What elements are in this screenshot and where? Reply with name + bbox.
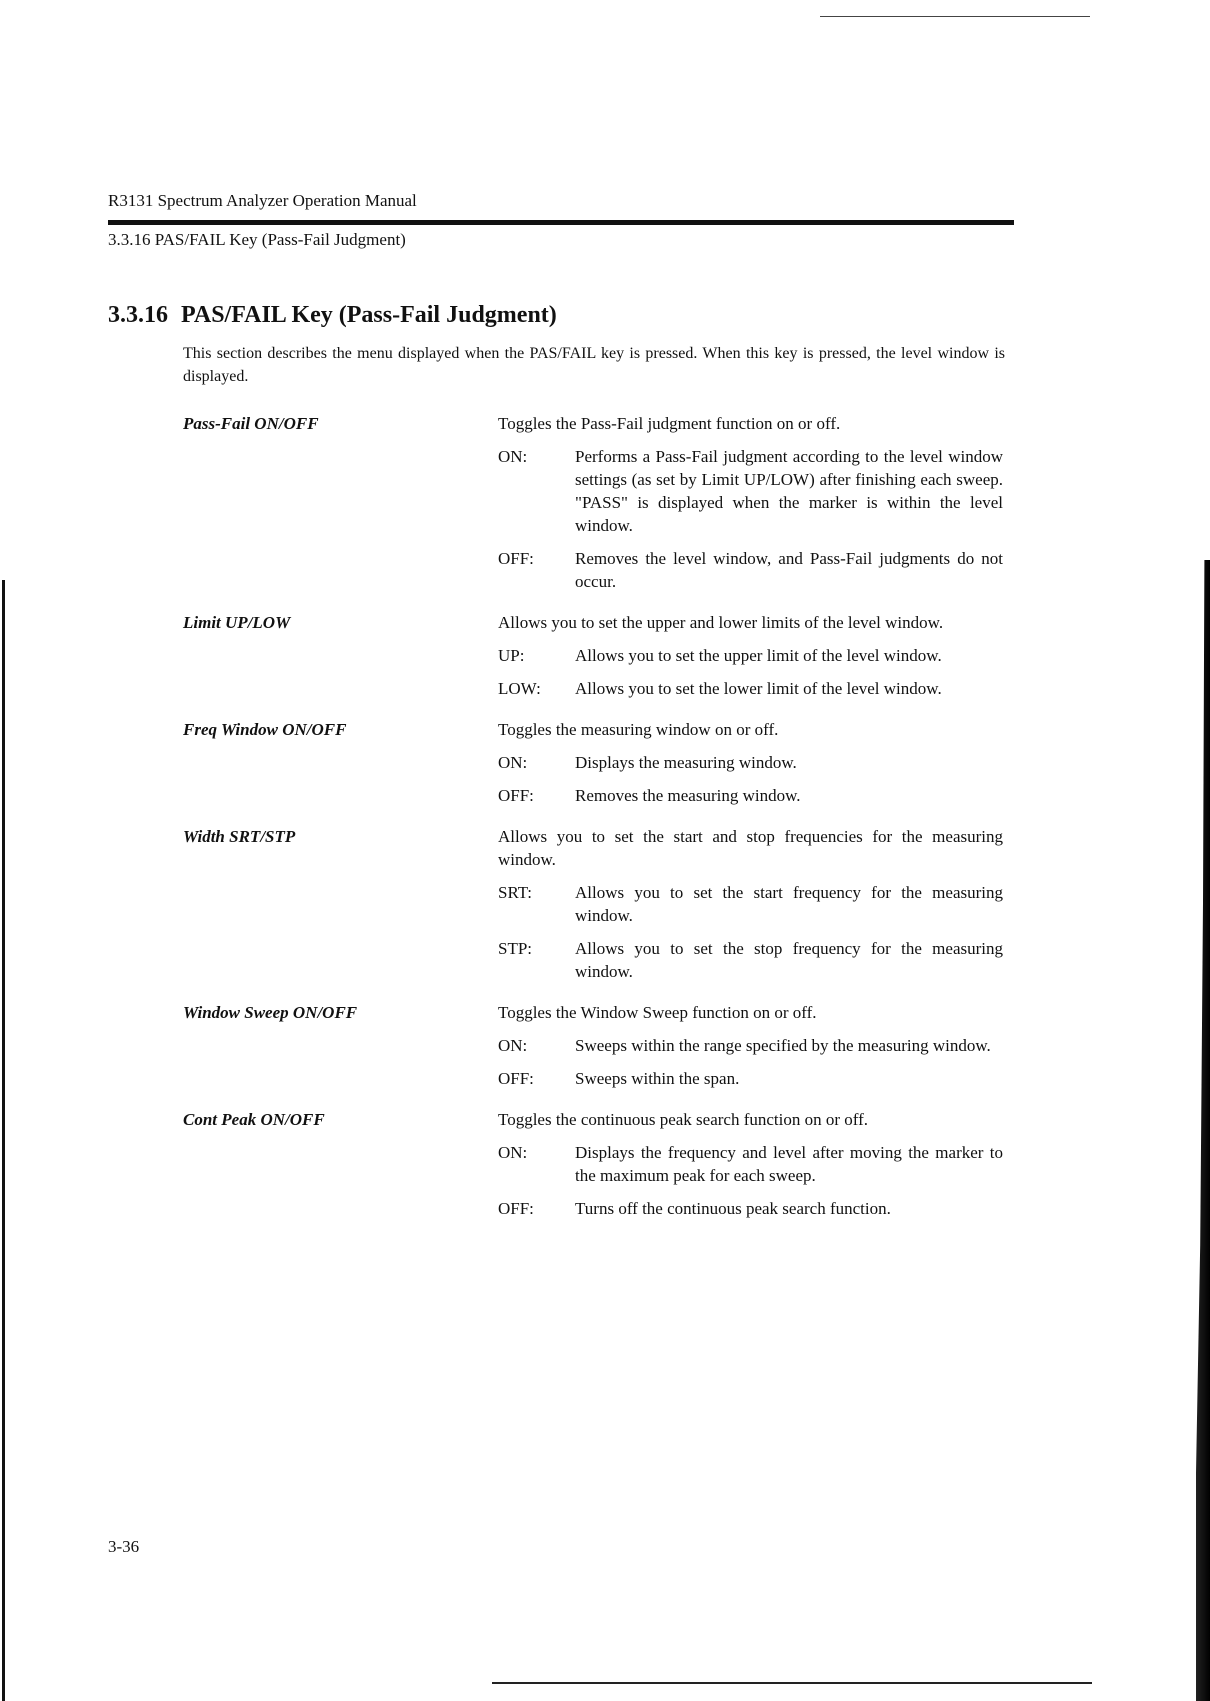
menu-description	[498, 611, 1003, 700]
menu-summary: Toggles the Window Sweep function on or off.	[498, 1003, 817, 1022]
option-key: OFF:	[498, 1199, 534, 1218]
option-key: ON:	[498, 753, 528, 772]
section-heading	[108, 302, 557, 329]
option-text: Displays the frequency and level after moving the marker to the maximum peak for each sweep.	[575, 1143, 1003, 1185]
option-row	[498, 784, 1003, 807]
menu-description	[498, 718, 1003, 807]
option-text: Displays the measuring window.	[575, 753, 797, 772]
option-text: Removes the measuring window.	[575, 786, 801, 805]
option-row	[498, 1034, 1003, 1057]
option-row	[498, 1197, 1003, 1220]
menu-entry	[183, 611, 1005, 700]
option-key: ON:	[498, 1143, 528, 1162]
option-text: Allows you to set the lower limit of the level window.	[575, 679, 942, 698]
option-key: SRT:	[498, 883, 533, 902]
menu-summary: Toggles the Pass-Fail judgment function on or off.	[498, 414, 841, 433]
menu-summary: Toggles the continuous peak search function on or off.	[498, 1110, 869, 1129]
option-row	[498, 937, 1003, 983]
running-header	[108, 190, 1014, 251]
menu-entry	[183, 825, 1005, 983]
running-section-title: 3.3.16 PAS/FAIL Key (Pass-Fail Judgment)	[108, 230, 406, 249]
option-key: OFF:	[498, 549, 534, 568]
menu-summary: Allows you to set the start and stop frequencies for the measuring window.	[498, 827, 1003, 869]
section-title-text: PAS/FAIL Key (Pass-Fail Judgment)	[181, 302, 557, 328]
menu-entry	[183, 718, 1005, 807]
header-divider	[108, 220, 1014, 225]
option-key: OFF:	[498, 786, 534, 805]
option-row	[498, 1067, 1003, 1090]
scan-artifact-bottom-line	[492, 1682, 1092, 1684]
option-row	[498, 644, 1003, 667]
option-key: STP:	[498, 939, 533, 958]
menu-description	[498, 1108, 1003, 1220]
menu-term: Window Sweep ON/OFF	[183, 1003, 358, 1022]
option-key: LOW:	[498, 679, 541, 698]
option-row	[498, 1141, 1003, 1187]
menu-description	[498, 825, 1003, 983]
scan-edge-left	[2, 580, 5, 1701]
scan-artifact-line	[820, 16, 1090, 17]
menu-term: Freq Window ON/OFF	[183, 720, 347, 739]
option-text: Sweeps within the range specified by the measuring window.	[575, 1036, 991, 1055]
menu-entry	[183, 1108, 1005, 1220]
menu-term: Limit UP/LOW	[183, 613, 291, 632]
manual-title: R3131 Spectrum Analyzer Operation Manual	[108, 191, 417, 210]
option-key: UP:	[498, 646, 525, 665]
option-text: Allows you to set the stop frequency for the measuring window.	[575, 939, 1003, 981]
option-text: Sweeps within the span.	[575, 1069, 740, 1088]
option-row	[498, 751, 1003, 774]
option-text: Allows you to set the start frequency for the measuring window.	[575, 883, 1003, 925]
option-row	[498, 881, 1003, 927]
option-text: Performs a Pass-Fail judgment according to the level window settings (as set by Limit UP/LOW) after finishing each sweep. "PASS" is displayed when the marker is within the level window.	[575, 447, 1003, 535]
menu-summary: Allows you to set the upper and lower limits of the level window.	[498, 613, 944, 632]
scan-edge-right	[1196, 560, 1210, 1701]
menu-entry	[183, 1001, 1005, 1090]
option-row	[498, 677, 1003, 700]
menu-term: Pass-Fail ON/OFF	[183, 414, 319, 433]
option-key: ON:	[498, 447, 528, 466]
menu-term: Width SRT/STP	[183, 827, 296, 846]
page-number: 3-36	[108, 1537, 140, 1556]
option-key: OFF:	[498, 1069, 534, 1088]
option-text: Turns off the continuous peak search function.	[575, 1199, 891, 1218]
menu-entry	[183, 412, 1005, 593]
intro-paragraph: This section describes the menu displayed when the PAS/FAIL key is pressed. When this key is pressed, the level window is displayed.	[183, 345, 1005, 385]
option-text: Allows you to set the upper limit of the level window.	[575, 646, 942, 665]
menu-description	[498, 1001, 1003, 1090]
menu-description	[498, 412, 1003, 593]
menu-entry-list	[183, 412, 1005, 1238]
option-row	[498, 547, 1003, 593]
option-row	[498, 445, 1003, 537]
option-text: Removes the level window, and Pass-Fail judgments do not occur.	[575, 549, 1003, 591]
menu-summary: Toggles the measuring window on or off.	[498, 720, 779, 739]
menu-term: Cont Peak ON/OFF	[183, 1110, 325, 1129]
section-number: 3.3.16	[108, 302, 168, 328]
option-key: ON:	[498, 1036, 528, 1055]
